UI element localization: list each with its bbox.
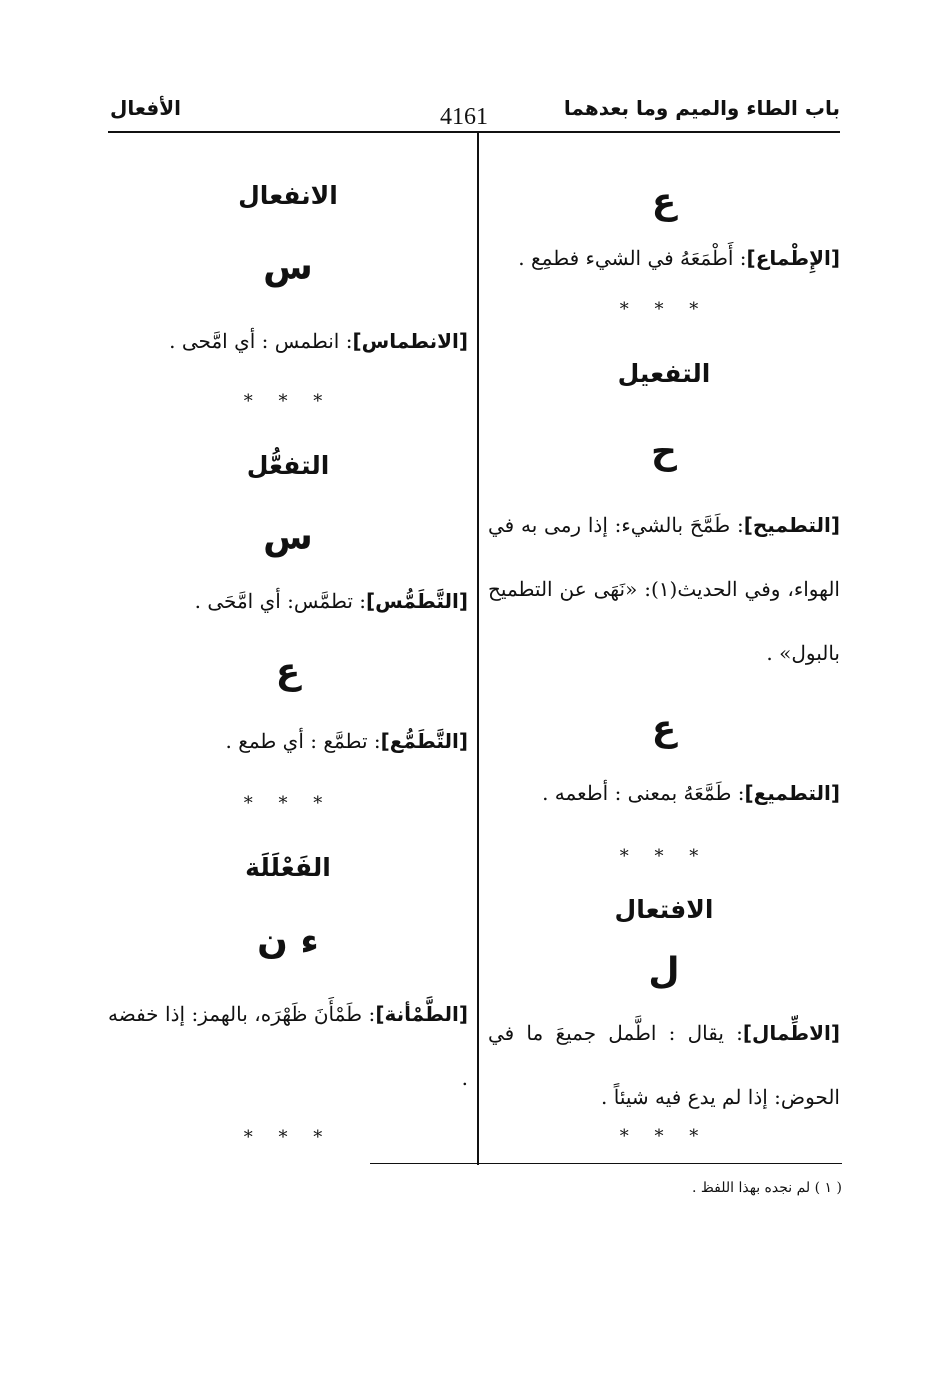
letter-heading: ح — [651, 431, 677, 472]
entry — [488, 761, 840, 825]
entry-headword: [التَّطَمُّع] — [380, 729, 468, 753]
entry-headword: [الإِطْماع] — [746, 246, 840, 270]
letter-heading: ع — [651, 181, 677, 222]
footnote: ( ١ ) لم نجده بهذا اللفظ . — [691, 1180, 842, 1196]
column-divider — [477, 133, 479, 1165]
section-title: الافتعال — [614, 895, 714, 924]
entry-definition: : طَمْأَنَ ظَهْرَه، بالهمز: إذا خفضه . — [108, 1002, 468, 1090]
section-separator: * * * — [243, 391, 333, 412]
entry-headword: [الاطِّمال] — [742, 1021, 840, 1045]
entry-headword: [التطميع] — [744, 781, 840, 805]
section-separator: * * * — [243, 1127, 333, 1148]
running-header-chapter: باب الطاء والميم وما بعدهما — [563, 96, 840, 120]
section-separator: * * * — [619, 846, 709, 867]
running-header-section: الأفعال — [110, 96, 181, 120]
entry — [488, 493, 840, 685]
letter-heading: ع — [275, 651, 301, 692]
entry-headword: [التطميح] — [743, 513, 840, 537]
section-separator: * * * — [619, 1126, 709, 1147]
entry-definition: : تطمَّع : أي طمع . — [225, 729, 381, 753]
entry — [488, 226, 840, 290]
letter-heading: ل — [648, 951, 680, 992]
entry — [108, 709, 468, 773]
entry-headword: [الطَّمْأنة] — [375, 1002, 468, 1026]
entry — [488, 1001, 840, 1129]
entry-definition: : يقال : اطَّمل جميعَ ما في الحوض: إذا لم يدع فيه شيئاً . — [488, 1021, 840, 1109]
header-rule — [108, 131, 840, 133]
entry — [108, 309, 468, 373]
entry-definition: : طَمَّحَ بالشيء: إذا رمى به في الهواء، وفي الحديث(١): «نَهَى عن التطميح بالبول» . — [488, 513, 840, 665]
entry-definition: : طَمَّعَهُ بمعنى : أطعمه . — [542, 781, 745, 805]
section-separator: * * * — [619, 299, 709, 320]
letter-heading: س — [263, 517, 313, 558]
letter-heading: س — [263, 247, 313, 288]
letter-heading: ع — [651, 708, 677, 749]
section-title: التفعُّل — [246, 451, 330, 480]
letter-heading: ء ن — [257, 921, 319, 962]
entry-definition: : أَطْمَعَهُ في الشيء فطمِع . — [518, 246, 747, 270]
entry-headword: [الانطماس] — [352, 329, 468, 353]
page-number: 4161 — [440, 104, 488, 130]
section-title: التفعيل — [617, 359, 711, 388]
entry-headword: [التَّطَمُّس] — [366, 589, 468, 613]
section-title: الفَعْلَلَة — [245, 853, 331, 882]
section-title: الانفعال — [238, 181, 338, 210]
section-separator: * * * — [243, 793, 333, 814]
entry-definition: : انطمس : أي امَّحى . — [169, 329, 353, 353]
footnote-rule — [370, 1163, 842, 1164]
entry-definition: : تطمَّس: أي امَّحَى . — [194, 589, 367, 613]
entry — [108, 569, 468, 633]
entry — [108, 982, 468, 1110]
